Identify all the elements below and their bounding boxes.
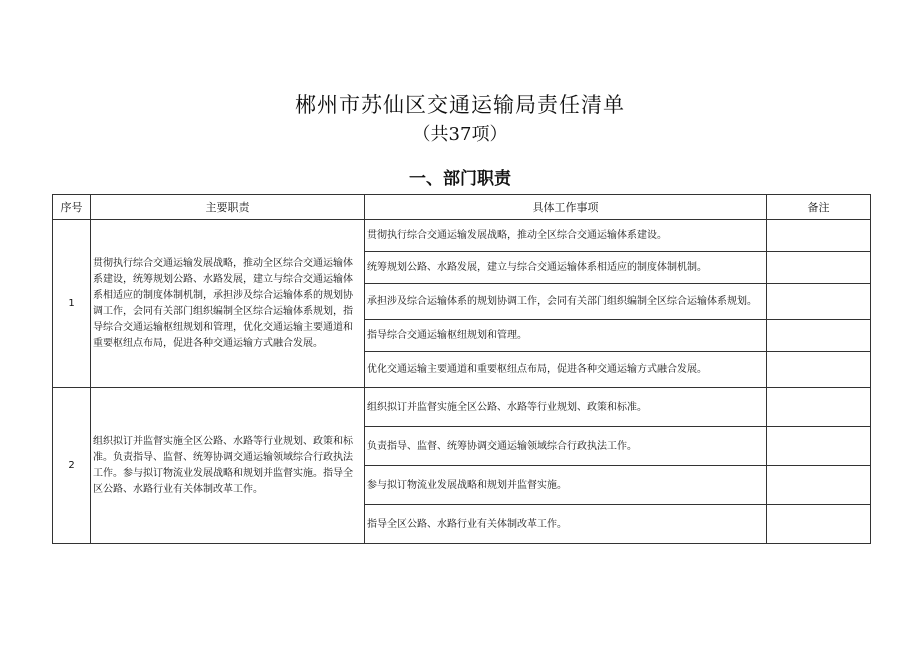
main-duty-cell: 贯彻执行综合交通运输发展战略，推动全区综合交通运输体系建设，统筹规划公路、水路发展，建立与综合交通运输体系相适应的制度体制机制，承担涉及综合运输体系的规划协调工作，会同有关部门组织编制全区综合运输体系规划，指导综合交通运输枢纽规划和管理，优化交通运输主要通道和重要枢纽点布局，促进各种交通运输方式融合发展。 bbox=[91, 220, 365, 388]
document-subtitle: （共37项） bbox=[412, 124, 508, 145]
note-cell bbox=[767, 320, 871, 352]
table-row bbox=[53, 220, 871, 252]
main-duty-cell: 组织拟订并监督实施全区公路、水路等行业规划、政策和标准。负责指导、监督、统筹协调交通运输领域综合行政执法工作。参与拟订物流业发展战略和规划并监督实施。指导全区公路、水路行业有关体制改革工作。 bbox=[91, 388, 365, 544]
task-cell: 指导全区公路、水路行业有关体制改革工作。 bbox=[365, 505, 767, 544]
note-cell bbox=[767, 352, 871, 388]
row-index: 2 bbox=[53, 388, 91, 544]
task-cell: 参与拟订物流业发展战略和规划并监督实施。 bbox=[365, 466, 767, 505]
note-cell bbox=[767, 505, 871, 544]
note-cell bbox=[767, 284, 871, 320]
task-cell: 贯彻执行综合交通运输发展战略，推动全区综合交通运输体系建设。 bbox=[365, 220, 767, 252]
task-cell: 指导综合交通运输枢纽规划和管理。 bbox=[365, 320, 767, 352]
task-cell: 统筹规划公路、水路发展，建立与综合交通运输体系相适应的制度体制机制。 bbox=[365, 252, 767, 284]
task-cell: 承担涉及综合运输体系的规划协调工作，会同有关部门组织编制全区综合运输体系规划。 bbox=[365, 284, 767, 320]
duty-table bbox=[52, 194, 871, 544]
note-cell bbox=[767, 388, 871, 427]
header-main-duty: 主要职责 bbox=[91, 195, 365, 220]
note-cell bbox=[767, 427, 871, 466]
header-notes: 备注 bbox=[767, 195, 871, 220]
header-tasks: 具体工作事项 bbox=[365, 195, 767, 220]
document-title: 郴州市苏仙区交通运输局责任清单 bbox=[295, 93, 625, 117]
header-index: 序号 bbox=[53, 195, 91, 220]
table-header-row bbox=[53, 195, 871, 220]
note-cell bbox=[767, 466, 871, 505]
row-index: 1 bbox=[53, 220, 91, 388]
note-cell bbox=[767, 252, 871, 284]
section-heading: 一、部门职责 bbox=[409, 169, 511, 189]
task-cell: 负责指导、监督、统筹协调交通运输领域综合行政执法工作。 bbox=[365, 427, 767, 466]
task-cell: 组织拟订并监督实施全区公路、水路等行业规划、政策和标准。 bbox=[365, 388, 767, 427]
note-cell bbox=[767, 220, 871, 252]
task-cell: 优化交通运输主要通道和重要枢纽点布局，促进各种交通运输方式融合发展。 bbox=[365, 352, 767, 388]
table-row bbox=[53, 388, 871, 427]
